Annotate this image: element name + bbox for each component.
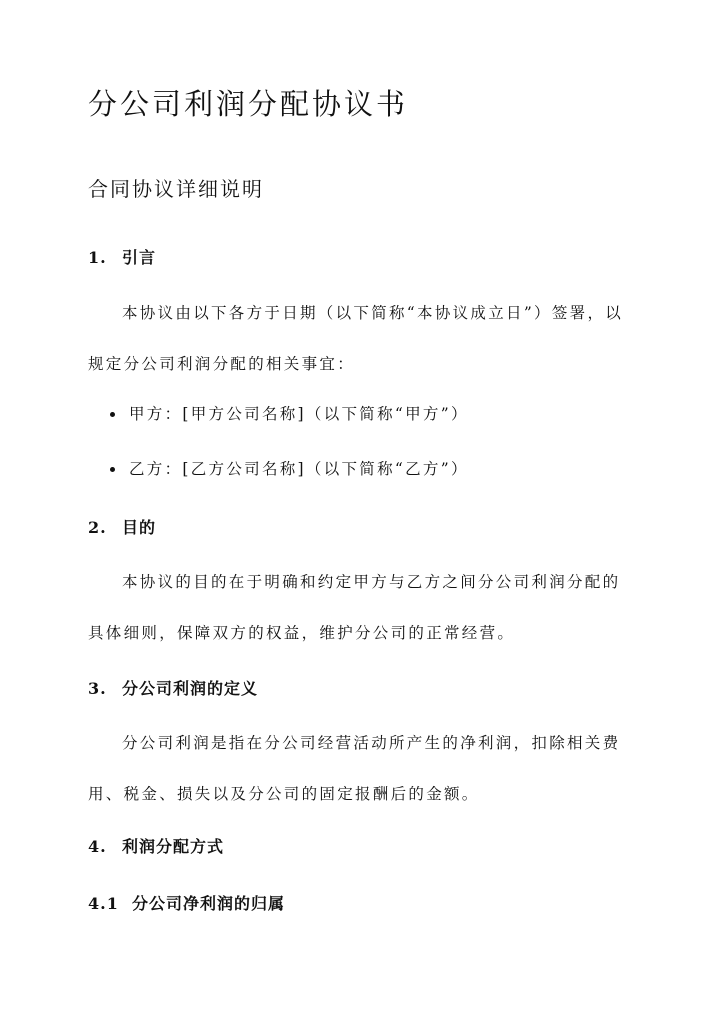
section-number: 3. [88, 679, 107, 698]
section-heading-3 [88, 676, 258, 699]
section-title: 分公司净利润的归属 [132, 894, 286, 913]
section-number: 1. [88, 248, 107, 267]
section-number: 2. [88, 518, 107, 537]
section-number: 4. [88, 837, 107, 856]
section-heading-4-1 [88, 891, 285, 914]
section-title: 目的 [122, 518, 157, 537]
bullet-icon [110, 467, 115, 472]
section-title: 引言 [122, 248, 157, 267]
section-title: 利润分配方式 [122, 837, 225, 856]
section-heading-1 [88, 245, 156, 268]
document-title: 分公司利润分配协议书 [88, 87, 409, 121]
section-paragraph-1: 本协议由以下各方于日期（以下简称“本协议成立日”）签署，以规定分公司利润分配的相关事宜： [88, 304, 624, 373]
list-item [110, 457, 469, 479]
document-subtitle: 合同协议详细说明 [88, 177, 264, 201]
list-item [110, 402, 469, 424]
list-item-text: 乙方：[乙方公司名称]（以下简称“乙方”） [129, 460, 469, 478]
section-paragraph-3: 分公司利润是指在分公司经营活动所产生的净利润，扣除相关费用、税金、损失以及分公司的固定报酬后的金额。 [88, 734, 621, 803]
section-heading-4 [88, 834, 224, 857]
section-number: 4.1 [88, 894, 119, 913]
list-item-text: 甲方：[甲方公司名称]（以下简称“甲方”） [129, 405, 469, 423]
section-heading-2 [88, 515, 156, 538]
section-paragraph-2: 本协议的目的在于明确和约定甲方与乙方之间分公司利润分配的具体细则，保障双方的权益，维护分公司的正常经营。 [88, 573, 621, 642]
section-title: 分公司利润的定义 [122, 679, 259, 698]
bullet-icon [110, 412, 115, 417]
